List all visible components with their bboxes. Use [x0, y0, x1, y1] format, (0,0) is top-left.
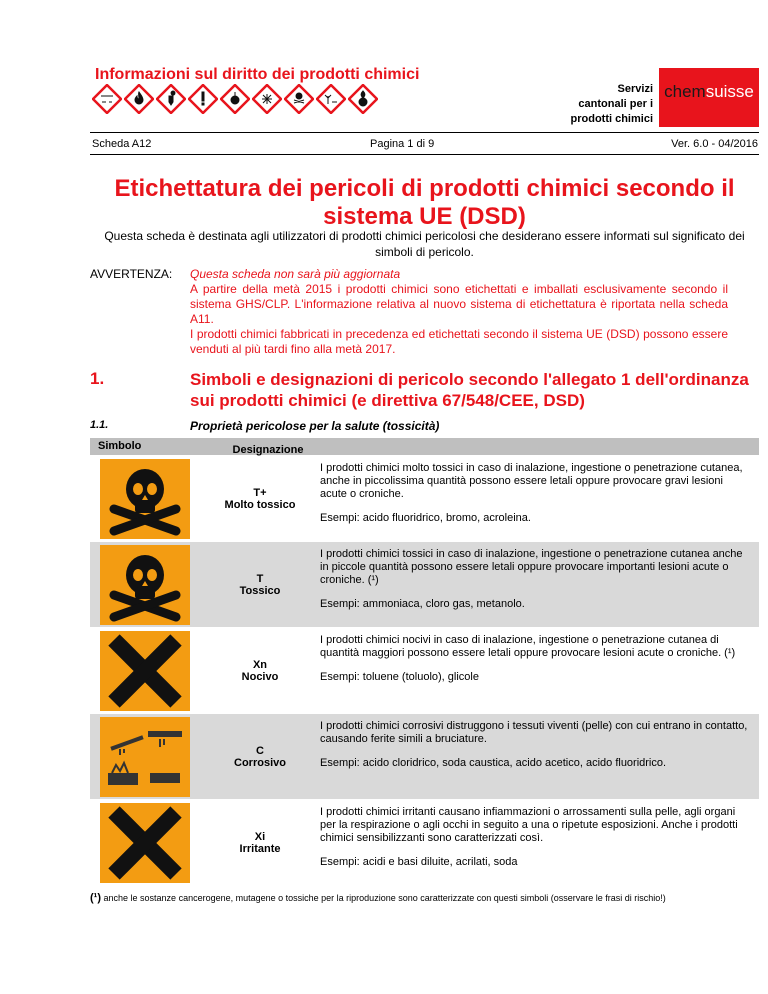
hazard-code: Xn — [252, 658, 268, 671]
hazard-name: Tossico — [239, 584, 281, 597]
exclamation-icon — [188, 84, 218, 114]
environment-icon — [316, 84, 346, 114]
designation-cell — [200, 456, 320, 541]
column-header-symbol: Simbolo — [98, 440, 142, 452]
description-cell — [320, 456, 759, 541]
services-label: Servizi cantonali per i prodotti chimici — [570, 83, 653, 125]
warning-label: AVVERTENZA: — [90, 267, 173, 281]
description-cell — [320, 714, 759, 799]
cross-icon — [100, 631, 190, 711]
footnote-mark: (¹) — [90, 892, 101, 904]
page-number: Pagina 1 di 9 — [370, 138, 435, 150]
hazard-examples: Esempi: acido cloridrico, soda caustica, acido acetico, acido fluoridrico. — [320, 757, 667, 769]
symbol-cell — [90, 456, 200, 541]
explosive-icon — [252, 84, 282, 114]
warning-paragraph-1: A partire della metà 2015 i prodotti chimici sono etichettati e imballati esclusivamente secondo il sistema GHS/CLP. L'informazione relativa al nuovo sistema di etichettatura è riportata nella scheda A11. — [190, 282, 728, 326]
table-row — [90, 455, 759, 541]
description-cell — [320, 800, 759, 885]
meta-divider — [90, 154, 759, 155]
corrosive-icon — [92, 84, 122, 114]
hazard-examples: Esempi: acido fluoridrico, bromo, acroleina. — [320, 512, 531, 524]
subsection-title: Proprietà pericolose per la salute (tossicità) — [190, 419, 440, 433]
hazard-description: I prodotti chimici tossici in caso di inalazione, ingestione o penetrazione cutanea anche in piccole quantità possono essere letali oppure provocare importanti lesioni acute o croniche. (¹) — [320, 548, 743, 586]
designation-cell — [200, 542, 320, 627]
skull-crossbones-icon — [100, 545, 190, 625]
corrosive-icon — [100, 717, 190, 797]
hazard-code: Xi — [254, 830, 266, 843]
description-cell — [320, 628, 759, 713]
designation-cell — [200, 628, 320, 713]
header-divider — [90, 132, 759, 133]
table-row — [90, 713, 759, 799]
column-header-designation: Designazione — [232, 444, 304, 456]
footnote — [90, 892, 759, 904]
hazard-name: Corrosivo — [234, 756, 286, 769]
chemsuisse-logo: chemsuisse — [659, 68, 759, 127]
warning-body — [190, 267, 728, 357]
description-cell — [320, 542, 759, 627]
skull-crossbones-icon — [100, 459, 190, 539]
oxidizer-flame-icon — [348, 84, 378, 114]
hazard-examples: Esempi: acidi e basi diluite, acrilati, soda — [320, 856, 518, 868]
symbol-cell — [90, 800, 200, 885]
page-title: Etichettatura dei pericoli di prodotti chimici secondo il sistema UE (DSD) — [114, 175, 735, 230]
health-hazard-icon — [156, 84, 186, 114]
hazard-description: I prodotti chimici nocivi in caso di inalazione, ingestione o penetrazione cutanea di quantità maggiori possono essere letali oppure provocare lesioni acute o croniche. (¹) — [320, 634, 736, 659]
table-header — [90, 438, 759, 455]
hazard-examples: Esempi: toluene (toluolo), glicole — [320, 671, 479, 683]
section-number: 1. — [90, 369, 105, 388]
table-row — [90, 799, 759, 885]
section-title: Simboli e designazioni di pericolo secondo l'allegato 1 dell'ordinanza sui prodotti chimici (e direttiva 67/548/CEE, DSD) — [190, 370, 749, 410]
subsection-number: 1.1. — [90, 419, 109, 431]
toxic-icon — [284, 84, 314, 114]
warning-line1: Questa scheda non sarà più aggiornata — [190, 267, 401, 281]
symbol-cell — [90, 714, 200, 799]
footnote-text: anche le sostanze cancerogene, mutagene o tossiche per la riproduzione sono caratterizzate con questi simboli (osservare le frasi di rischio!) — [103, 893, 666, 903]
hazard-code: T+ — [253, 486, 267, 499]
table-row — [90, 627, 759, 713]
hazard-description: I prodotti chimici corrosivi distruggono i tessuti viventi (pelle) con cui entrano in contatto, causando ferite simili a bruciature. — [320, 720, 748, 745]
hazard-code: T — [256, 572, 264, 585]
flammable-icon — [124, 84, 154, 114]
designation-cell — [200, 800, 320, 885]
intro-text: Questa scheda è destinata agli utilizzatori di prodotti chimici pericolosi che desiderano essere informati sul significato dei simboli di pericolo. — [104, 229, 745, 259]
header-title: Informazioni sul diritto dei prodotti chimici — [95, 66, 420, 83]
warning-paragraph-2: I prodotti chimici fabbricati in precedenza ed etichettati secondo il sistema UE (DSD) possono essere venduti al più tardi fino alla metà 2017. — [190, 327, 728, 356]
hazard-examples: Esempi: ammoniaca, cloro gas, metanolo. — [320, 598, 525, 610]
hazard-description: I prodotti chimici irritanti causano infiammazioni o arrossamenti sulla pelle, agli organi per la respirazione o agli occhi in seguito a una o ripetute esposizioni. Anche i prodotti chimici sensibilizzanti sono caratterizzati così. — [320, 806, 738, 844]
symbol-cell — [90, 628, 200, 713]
hazard-name: Nocivo — [241, 670, 279, 683]
oxidizing-icon — [220, 84, 250, 114]
cross-icon — [100, 803, 190, 883]
hazard-description: I prodotti chimici molto tossici in caso di inalazione, ingestione o penetrazione cutanea, anche in piccolissima quantità possono essere letali oppure provocare gravi lesioni acute o croniche. — [320, 462, 743, 500]
designation-cell — [200, 714, 320, 799]
hazard-name: Molto tossico — [224, 498, 296, 511]
hazard-symbol-table — [90, 438, 759, 885]
sheet-id: Scheda A12 — [92, 138, 152, 150]
symbol-cell — [90, 542, 200, 627]
hazard-code: C — [256, 744, 264, 757]
table-row — [90, 541, 759, 627]
ghs-pictogram-strip — [92, 84, 380, 114]
hazard-name: Irritante — [239, 842, 281, 855]
version-label: Ver. 6.0 - 04/2016 — [671, 138, 758, 150]
